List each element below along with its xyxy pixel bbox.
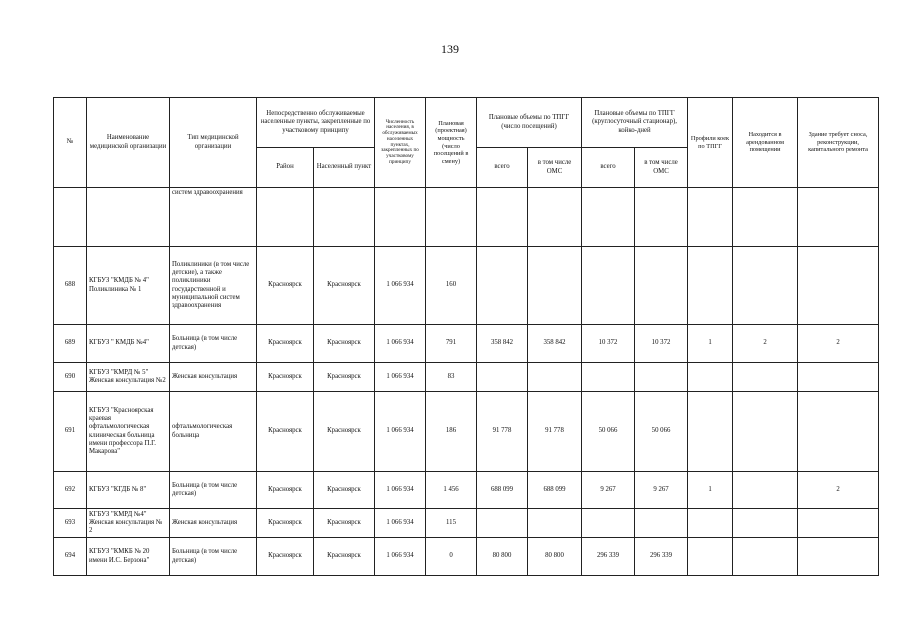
header-days-total: всего	[582, 148, 635, 188]
table-row	[54, 363, 879, 392]
cell-population: 1 066 934	[375, 472, 426, 509]
cell-rented	[733, 538, 798, 576]
cell-days-total: 296 339	[582, 538, 635, 576]
cell-district: Красноярск	[257, 538, 314, 576]
header-visits-oms: в том числе ОМС	[528, 148, 582, 188]
cell-days-oms	[635, 363, 688, 392]
cell-num: 694	[54, 538, 87, 576]
cell-visits-total: 688 099	[477, 472, 528, 509]
cell-repair: 2	[798, 325, 879, 363]
cell-district: Красноярск	[257, 472, 314, 509]
cell-visits-oms: 80 800	[528, 538, 582, 576]
cell-visits-total	[477, 509, 528, 538]
header-num: №	[54, 98, 87, 188]
cell-days-oms: 9 267	[635, 472, 688, 509]
table-row-continuation	[54, 188, 879, 247]
cell-visits-oms: 91 778	[528, 392, 582, 472]
cell-days-total	[582, 509, 635, 538]
cell-district: Красноярск	[257, 363, 314, 392]
cell-bed-profiles	[688, 538, 733, 576]
cell-days-total	[582, 247, 635, 325]
cell-rented	[733, 472, 798, 509]
cell-days-oms	[635, 247, 688, 325]
cell-type: систем здравоохранения	[170, 188, 257, 247]
cell-bed-profiles	[688, 509, 733, 538]
cell-visits-oms	[528, 363, 582, 392]
cell-num: 690	[54, 363, 87, 392]
cell-type: Женская консультация	[170, 363, 257, 392]
cell-name: КГБУЗ "КМКБ № 20 имени И.С. Берзона"	[87, 538, 170, 576]
header-district: Район	[257, 148, 314, 188]
cell-visits-total	[477, 363, 528, 392]
cell-rented	[733, 392, 798, 472]
cell-num: 691	[54, 392, 87, 472]
cell-population: 1 066 934	[375, 325, 426, 363]
cell-type: офтальмологическая больница	[170, 392, 257, 472]
cell-name: КГБУЗ "КМРД №4" Женская консультация № 2	[87, 509, 170, 538]
cell-population: 1 066 934	[375, 509, 426, 538]
cell-capacity: 791	[426, 325, 477, 363]
table-row	[54, 247, 879, 325]
cell-repair	[798, 363, 879, 392]
cell-name: КГБУЗ " КМДБ №4"	[87, 325, 170, 363]
cell-capacity: 160	[426, 247, 477, 325]
header-capacity: Плановая (проектная) мощность (число посещений в смену)	[426, 98, 477, 188]
cell-capacity: 1 456	[426, 472, 477, 509]
cell-repair	[798, 538, 879, 576]
cell-visits-total: 358 842	[477, 325, 528, 363]
cell-bed-profiles	[688, 247, 733, 325]
cell-days-oms: 50 066	[635, 392, 688, 472]
cell-visits-oms: 688 099	[528, 472, 582, 509]
cell-settlement: Красноярск	[314, 509, 375, 538]
header-population: Численность населения, в обслуживаемых населенных пунктах, закрепленных по участковому принципу	[375, 98, 426, 188]
cell-district: Красноярск	[257, 509, 314, 538]
cell-settlement: Красноярск	[314, 363, 375, 392]
cell-name: КГБУЗ "КМРД № 5" Женская консультация №2	[87, 363, 170, 392]
cell-capacity: 83	[426, 363, 477, 392]
cell-settlement: Красноярск	[314, 325, 375, 363]
cell-num: 692	[54, 472, 87, 509]
header-bed-profiles: Профили коек по ТПГГ	[688, 98, 733, 188]
cell-days-total: 9 267	[582, 472, 635, 509]
header-visits-total: всего	[477, 148, 528, 188]
cell-visits-oms	[528, 247, 582, 325]
cell-district: Красноярск	[257, 392, 314, 472]
cell-name: КГБУЗ "КГДБ № 8"	[87, 472, 170, 509]
table-row	[54, 472, 879, 509]
cell-name: КГБУЗ "Красноярская краевая офтальмологическая клиническая больница имени профессора П.Г. Макарова"	[87, 392, 170, 472]
table-row	[54, 392, 879, 472]
cell-repair	[798, 392, 879, 472]
cell-repair	[798, 509, 879, 538]
cell-repair	[798, 247, 879, 325]
cell-settlement: Красноярск	[314, 247, 375, 325]
cell-days-oms: 10 372	[635, 325, 688, 363]
cell-type: Женская консультация	[170, 509, 257, 538]
cell-days-total	[582, 363, 635, 392]
cell-population: 1 066 934	[375, 363, 426, 392]
header-rented: Находится в арендованном помещении	[733, 98, 798, 188]
cell-population: 1 066 934	[375, 247, 426, 325]
cell-days-total: 10 372	[582, 325, 635, 363]
cell-days-oms: 296 339	[635, 538, 688, 576]
cell-type: Больница (в том числе детская)	[170, 472, 257, 509]
cell-days-total: 50 066	[582, 392, 635, 472]
header-served-group: Непосредственно обслуживаемые населенные пункты, закрепленные по участковому принципу	[257, 98, 375, 148]
header-settlement: Населенный пункт	[314, 148, 375, 188]
cell-visits-total: 91 778	[477, 392, 528, 472]
cell-bed-profiles	[688, 363, 733, 392]
cell-visits-oms: 358 842	[528, 325, 582, 363]
cell-type: Больница (в том числе детская)	[170, 325, 257, 363]
cell-capacity: 0	[426, 538, 477, 576]
table-row	[54, 325, 879, 363]
cell-population: 1 066 934	[375, 392, 426, 472]
table-row	[54, 538, 879, 576]
cell-settlement: Красноярск	[314, 538, 375, 576]
header-tpgg-days: Плановые объемы по ТПГГ (круглосуточный стационар), койко-дней	[582, 98, 688, 148]
cell-bed-profiles: 1	[688, 325, 733, 363]
cell-settlement: Красноярск	[314, 392, 375, 472]
cell-type: Больница (в том числе детская)	[170, 538, 257, 576]
header-days-oms: в том числе ОМС	[635, 148, 688, 188]
cell-visits-total: 80 800	[477, 538, 528, 576]
cell-num: 693	[54, 509, 87, 538]
header-repair: Здание требует сноса, реконструкции, капитального ремонта	[798, 98, 879, 188]
cell-bed-profiles: 1	[688, 472, 733, 509]
page-number: 139	[441, 42, 459, 56]
cell-type: Поликлиники (в том числе детские), а также поликлиники государственной и муниципальной систем здравоохранения	[170, 247, 257, 325]
cell-rented: 2	[733, 325, 798, 363]
cell-capacity: 115	[426, 509, 477, 538]
cell-visits-total	[477, 247, 528, 325]
cell-population: 1 066 934	[375, 538, 426, 576]
cell-num: 689	[54, 325, 87, 363]
cell-bed-profiles	[688, 392, 733, 472]
cell-rented	[733, 509, 798, 538]
cell-rented	[733, 247, 798, 325]
cell-repair: 2	[798, 472, 879, 509]
cell-rented	[733, 363, 798, 392]
table-row	[54, 509, 879, 538]
cell-visits-oms	[528, 509, 582, 538]
cell-capacity: 186	[426, 392, 477, 472]
cell-district: Красноярск	[257, 247, 314, 325]
cell-days-oms	[635, 509, 688, 538]
cell-district: Красноярск	[257, 325, 314, 363]
header-tpgg-visits: Плановые объемы по ТПГГ (число посещений)	[477, 98, 582, 148]
header-type: Тип медицинской организации	[170, 98, 257, 188]
cell-name: КГБУЗ "КМДБ № 4" Поликлиника № 1	[87, 247, 170, 325]
header-name: Наименование медицинской организации	[87, 98, 170, 188]
facilities-table	[53, 97, 879, 576]
cell-num: 688	[54, 247, 87, 325]
cell-settlement: Красноярск	[314, 472, 375, 509]
